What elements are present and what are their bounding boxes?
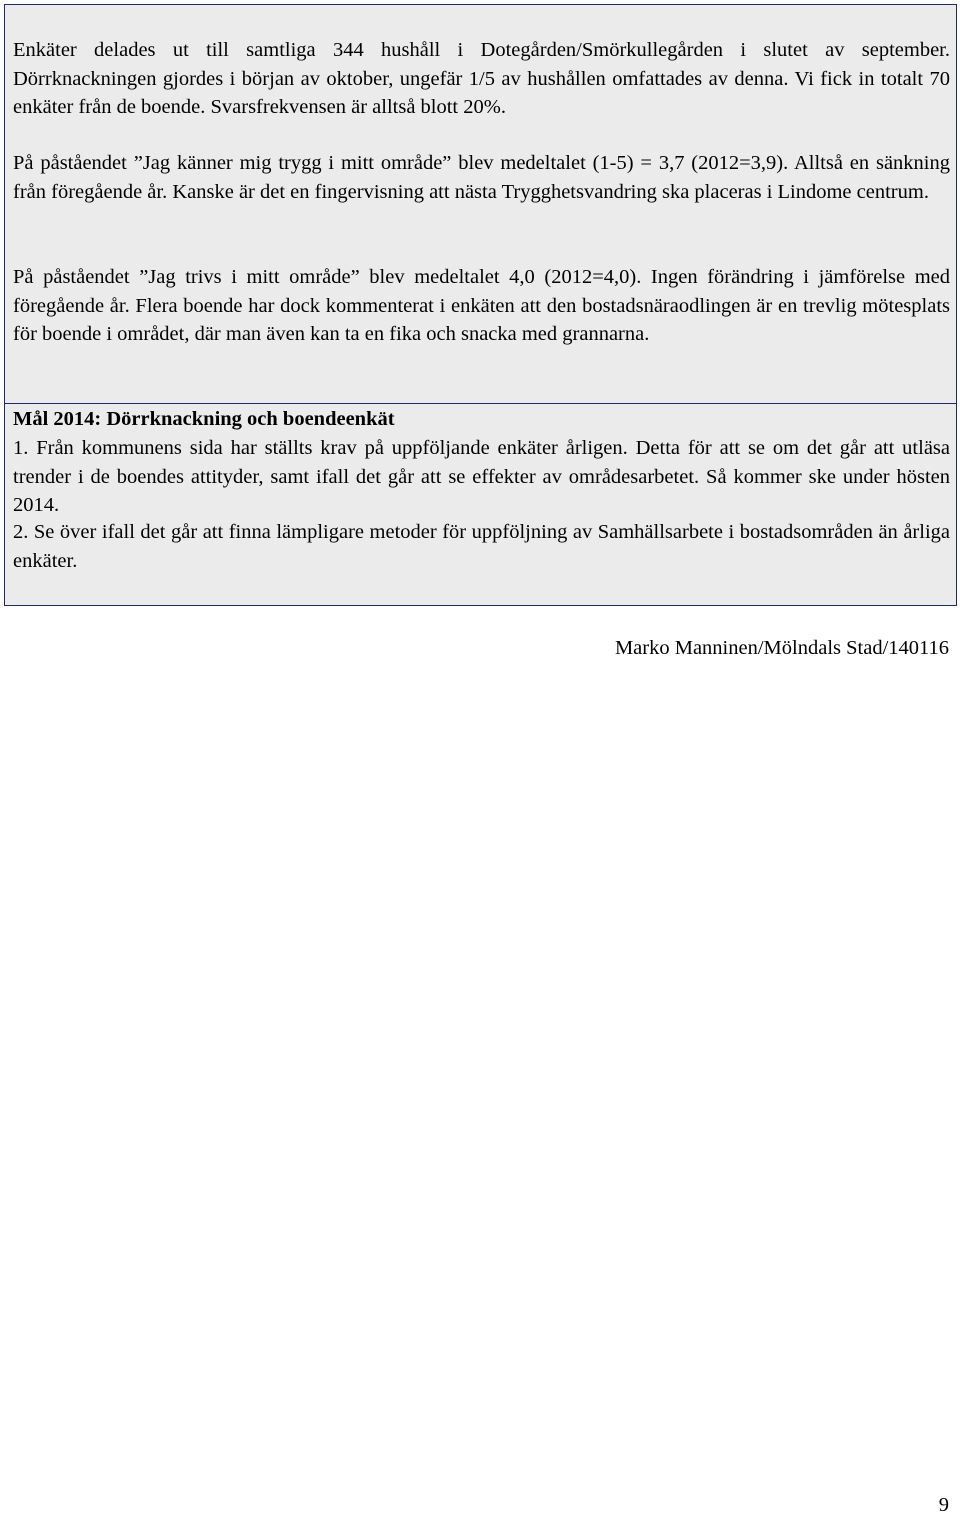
survey-distribution-paragraph: Enkäter delades ut till samtliga 344 hushåll i Dotegården/Smörkullegården i slutet av september. Dörrknackningen gjordes i början av oktober, ungefär 1/5 av hushållen omfattades av denna. Vi fick in totalt 70 enkäter från de boende. Svarsfrekvensen är alltså blott 20%. xyxy=(13,39,950,118)
goal-heading: Mål 2014: Dörrknackning och boendeenkät xyxy=(13,408,395,430)
survey-results-box xyxy=(4,4,957,404)
goal-2014-box xyxy=(4,403,957,606)
page-number: 9 xyxy=(938,1494,949,1516)
goal-item-2: 2. Se över ifall det går att finna lämpligare metoder för uppföljning av Samhällsarbete i bostadsområden än årliga enkäter. xyxy=(13,521,950,572)
safety-result-paragraph: På påståendet ”Jag känner mig trygg i mitt område” blev medeltalet (1-5) = 3,7 (2012=3,9). Alltså en sänkning från föregående år. Kanske är det en fingervisning att nästa Trygghetsvandring ska placeras i Lindome centrum. xyxy=(13,152,950,203)
author-signature: Marko Manninen/Mölndals Stad/140116 xyxy=(614,637,949,659)
goal-item-1: 1. Från kommunens sida har ställts krav på uppföljande enkäter årligen. Detta för att se om det går att utläsa trender i de boendes attityder, samt ifall det går att se effekter av områdesarbetet. Så kommer ske under hösten 2014. xyxy=(13,437,950,516)
wellbeing-result-paragraph: På påståendet ”Jag trivs i mitt område” blev medeltalet 4,0 (2012=4,0). Ingen förändring i jämförelse med föregående år. Flera boende har dock kommenterat i enkäten att den bostadsnäraodlingen är en trevlig mötesplats för boende i området, där man även kan ta en fika och snacka med grannarna. xyxy=(13,266,950,345)
